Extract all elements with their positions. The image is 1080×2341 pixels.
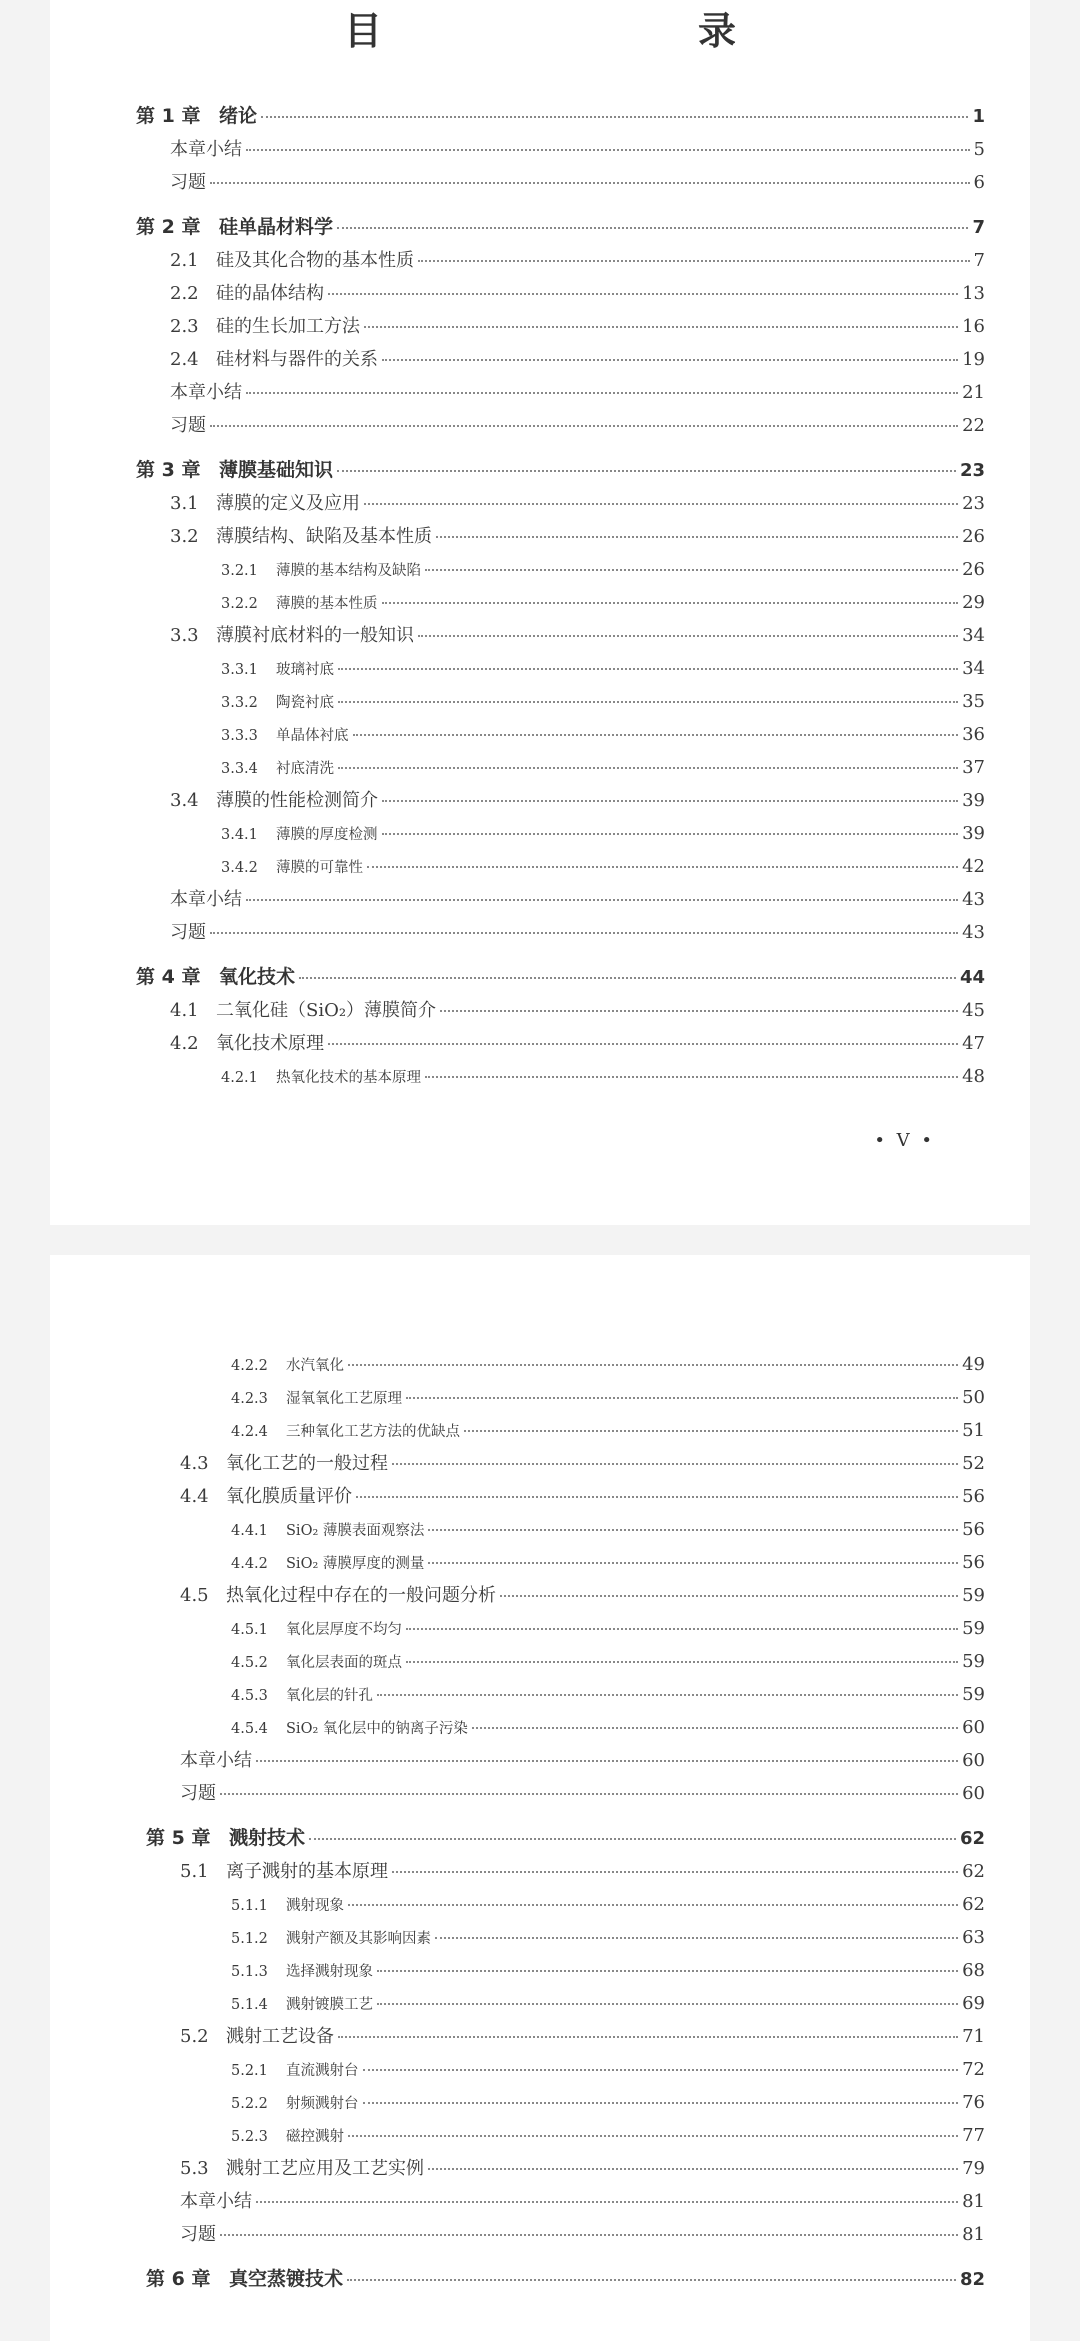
toc-entry-title: 薄膜的定义及应用 (216, 493, 360, 514)
dot-leader (337, 227, 968, 229)
toc-page-number: 81 (962, 2224, 985, 2245)
toc-number: 第 3 章 (136, 459, 201, 481)
toc-number: 3.3 (170, 625, 199, 646)
toc-page-number: 48 (962, 1066, 985, 1087)
toc-page-number: 59 (962, 1684, 985, 1705)
toc-subsection-row[interactable] (231, 1678, 985, 1711)
toc-entry-title: 真空蒸镀技术 (229, 2268, 344, 2290)
page-number: • V • (874, 1130, 935, 1151)
toc-subsection-row[interactable] (221, 850, 985, 883)
toc-page-number: 59 (962, 1585, 985, 1606)
toc-entry-title: 硅单晶材料学 (219, 216, 334, 238)
toc-entry-title: 习题 (170, 172, 206, 193)
toc-section-row[interactable] (170, 343, 985, 376)
dot-leader (210, 425, 958, 427)
toc-chapter-row[interactable] (146, 1822, 985, 1855)
toc-entry-title: 绪论 (219, 105, 258, 127)
dot-leader (367, 866, 958, 868)
toc-entry-title: 热氧化过程中存在的一般问题分析 (226, 1585, 496, 1606)
dot-leader (220, 2234, 958, 2236)
toc-number: 5.1.2 (231, 1931, 268, 1947)
dot-leader (246, 392, 958, 394)
toc-entry-title: 溅射现象 (286, 1898, 344, 1914)
toc-entry-title: 习题 (180, 2224, 216, 2245)
toc-entry-title: 习题 (170, 922, 206, 943)
dot-leader (348, 1904, 958, 1906)
toc-number: 4.4 (180, 1486, 209, 1507)
toc-number: 2.2 (170, 283, 199, 304)
dot-leader (406, 1661, 958, 1663)
dot-leader (392, 1871, 958, 1873)
toc-subsection-row[interactable] (231, 1381, 985, 1414)
toc-subsection-row[interactable] (231, 1888, 985, 1921)
toc-page-number: 60 (962, 1783, 985, 1804)
toc-entry-title: 薄膜衬底材料的一般知识 (216, 625, 414, 646)
toc-number: 4.5.1 (231, 1622, 268, 1638)
toc-page-number: 34 (962, 625, 985, 646)
dot-leader (338, 2036, 958, 2038)
toc-page-number: 44 (959, 967, 985, 988)
toc-row[interactable] (170, 133, 985, 166)
toc-page-number: 71 (962, 2026, 985, 2047)
dot-leader (353, 734, 959, 736)
toc-number: 3.3.2 (221, 695, 258, 711)
dot-leader (428, 1562, 958, 1564)
toc-section-row[interactable] (170, 1027, 985, 1060)
toc-subsection-row[interactable] (231, 1612, 985, 1645)
toc-subsection-row[interactable] (231, 2086, 985, 2119)
toc-chapter-row[interactable] (136, 100, 985, 133)
toc-entry-title: 习题 (180, 1783, 216, 1804)
toc-entry-title: 硅材料与器件的关系 (216, 349, 378, 370)
dot-leader (382, 602, 959, 604)
toc-number: 5.2.2 (231, 2096, 268, 2112)
toc-entry-title: SiO₂ 薄膜表面观察法 (286, 1523, 425, 1539)
toc-entry-title: 溅射镀膜工艺 (286, 1997, 373, 2013)
toc-chapter-row[interactable] (146, 2263, 985, 2296)
dot-leader (435, 1937, 958, 1939)
toc-section-row[interactable] (180, 1480, 985, 1513)
toc-number: 4.4.2 (231, 1556, 268, 1572)
toc-page-number: 29 (962, 592, 985, 613)
toc-number: 4.1 (170, 1000, 199, 1021)
toc-entry-title: 氧化层表面的斑点 (286, 1655, 402, 1671)
toc-subsection-row[interactable] (231, 1546, 985, 1579)
dot-leader (348, 2135, 958, 2137)
toc-entry-title: 直流溅射台 (286, 2063, 359, 2079)
toc-section-row[interactable] (180, 2152, 985, 2185)
toc-page-number: 79 (962, 2158, 985, 2179)
toc-number: 3.4.1 (221, 827, 258, 843)
toc-subsection-row[interactable] (231, 2119, 985, 2152)
toc-entry-title: 玻璃衬底 (276, 662, 334, 678)
toc-section-row[interactable] (170, 310, 985, 343)
toc-entry-title: 射频溅射台 (286, 2096, 359, 2112)
dot-leader (220, 1793, 958, 1795)
toc-row[interactable] (170, 376, 985, 409)
toc-list (50, 1348, 1030, 2296)
dot-leader (500, 1595, 958, 1597)
toc-section-row[interactable] (170, 520, 985, 553)
toc-section-row[interactable] (170, 277, 985, 310)
toc-entry-title: 薄膜结构、缺陷及基本性质 (216, 526, 432, 547)
toc-entry-title: 氧化技术 (219, 966, 296, 988)
toc-page-number: 34 (962, 658, 985, 679)
toc-entry-title: 湿氧氧化工艺原理 (286, 1391, 402, 1407)
toc-number: 4.5.4 (231, 1721, 268, 1737)
dot-leader (364, 503, 958, 505)
toc-page-number: 26 (962, 559, 985, 580)
dot-leader (210, 182, 970, 184)
toc-subsection-row[interactable] (231, 1954, 985, 1987)
toc-number: 5.3 (180, 2158, 209, 2179)
toc-number: 4.2.3 (231, 1391, 268, 1407)
toc-entry-title: 溅射产额及其影响因素 (286, 1931, 431, 1947)
toc-section-row[interactable] (170, 619, 985, 652)
toc-subsection-row[interactable] (221, 718, 985, 751)
dot-leader (256, 2201, 958, 2203)
toc-number: 第 6 章 (146, 2268, 211, 2290)
toc-entry-title: SiO₂ 薄膜厚度的测量 (286, 1556, 425, 1572)
toc-subsection-row[interactable] (231, 1711, 985, 1744)
toc-page-number: 13 (962, 283, 985, 304)
toc-subsection-row[interactable] (231, 1414, 985, 1447)
toc-number: 第 1 章 (136, 105, 201, 127)
toc-number: 4.2.2 (231, 1358, 268, 1374)
toc-page-number: 51 (962, 1420, 985, 1441)
toc-page-number: 21 (962, 382, 985, 403)
toc-entry-title: 溅射工艺设备 (226, 2026, 334, 2047)
toc-entry-title: 硅的晶体结构 (216, 283, 324, 304)
toc-entry-title: 溅射技术 (229, 1827, 306, 1849)
toc-section-row[interactable] (170, 784, 985, 817)
toc-section-row[interactable] (170, 244, 985, 277)
toc-number: 4.5.2 (231, 1655, 268, 1671)
toc-entry-title: 本章小结 (180, 2191, 252, 2212)
toc-entry-title: 薄膜的可靠性 (276, 860, 363, 876)
toc-section-row[interactable] (180, 2020, 985, 2053)
toc-number: 2.4 (170, 349, 199, 370)
toc-entry-title: 本章小结 (170, 139, 242, 160)
dot-leader (382, 359, 958, 361)
toc-entry-title: 硅及其化合物的基本性质 (216, 250, 414, 271)
dot-leader (425, 569, 958, 571)
toc-row[interactable] (170, 883, 985, 916)
toc-subsection-row[interactable] (221, 817, 985, 850)
toc-page-number: 56 (962, 1486, 985, 1507)
toc-entry-title: 二氧化硅（SiO₂）薄膜简介 (216, 1000, 437, 1021)
toc-number: 3.2.2 (221, 596, 258, 612)
dot-leader (382, 800, 958, 802)
toc-row[interactable] (170, 166, 985, 199)
toc-page-number: 22 (962, 415, 985, 436)
toc-number: 3.3.1 (221, 662, 258, 678)
toc-page-number: 43 (962, 922, 985, 943)
toc-page-number: 76 (962, 2092, 985, 2113)
toc-page-number: 49 (962, 1354, 985, 1375)
toc-number: 3.2 (170, 526, 199, 547)
toc-page-number: 56 (962, 1519, 985, 1540)
dot-leader (337, 470, 956, 472)
toc-subsection-row[interactable] (231, 2053, 985, 2086)
dot-leader (347, 2279, 956, 2281)
dot-leader (377, 1970, 958, 1972)
toc-page-number: 45 (962, 1000, 985, 1021)
toc-row[interactable] (180, 1744, 985, 1777)
toc-page-number: 39 (962, 823, 985, 844)
toc-page-number: 50 (962, 1387, 985, 1408)
dot-leader (363, 2102, 959, 2104)
dot-leader (418, 260, 970, 262)
dot-leader (406, 1397, 958, 1399)
toc-number: 3.4.2 (221, 860, 258, 876)
toc-page-number: 36 (962, 724, 985, 745)
toc-number: 第 4 章 (136, 966, 201, 988)
dot-leader (472, 1727, 958, 1729)
toc-number: 3.3.3 (221, 728, 258, 744)
dot-leader (440, 1010, 958, 1012)
dot-leader (338, 767, 958, 769)
toc-section-row[interactable] (180, 1855, 985, 1888)
toc-entry-title: 本章小结 (180, 1750, 252, 1771)
dot-leader (210, 932, 958, 934)
toc-page-number: 69 (962, 1993, 985, 2014)
toc-entry-title: 氧化层的针孔 (286, 1688, 373, 1704)
dot-leader (382, 833, 959, 835)
toc-entry-title: 水汽氧化 (286, 1358, 344, 1374)
dot-leader (428, 1529, 958, 1531)
toc-number: 4.5.3 (231, 1688, 268, 1704)
dot-leader (406, 1628, 958, 1630)
toc-page-number: 42 (962, 856, 985, 877)
toc-row[interactable] (180, 2185, 985, 2218)
toc-page-number: 56 (962, 1552, 985, 1573)
toc-entry-title: 单晶体衬底 (276, 728, 349, 744)
toc-subsection-row[interactable] (231, 1921, 985, 1954)
toc-page-number: 47 (962, 1033, 985, 1054)
dot-leader (377, 1694, 958, 1696)
toc-section-row[interactable] (170, 994, 985, 1027)
toc-number: 4.4.1 (231, 1523, 268, 1539)
dot-leader (364, 326, 958, 328)
dot-leader (246, 149, 970, 151)
dot-leader (338, 668, 958, 670)
toc-page-number: 82 (959, 2269, 985, 2290)
toc-page-number: 35 (962, 691, 985, 712)
toc-page-number: 23 (959, 460, 985, 481)
toc-number: 3.2.1 (221, 563, 258, 579)
toc-entry-title: 热氧化技术的基本原理 (276, 1070, 421, 1086)
toc-number: 5.2.1 (231, 2063, 268, 2079)
toc-subsection-row[interactable] (231, 1513, 985, 1546)
toc-number: 4.5 (180, 1585, 209, 1606)
toc-subsection-row[interactable] (221, 553, 985, 586)
toc-entry-title: 薄膜的基本性质 (276, 596, 378, 612)
toc-page-number: 23 (962, 493, 985, 514)
dot-leader (309, 1838, 956, 1840)
toc-page-number: 63 (962, 1927, 985, 1948)
toc-entry-title: 氧化技术原理 (216, 1033, 324, 1054)
dot-leader (425, 1076, 958, 1078)
toc-entry-title: 习题 (170, 415, 206, 436)
toc-number: 5.1.3 (231, 1964, 268, 1980)
dot-leader (377, 2003, 958, 2005)
toc-page-2 (50, 1255, 1030, 2341)
toc-number: 5.1.4 (231, 1997, 268, 2013)
toc-number: 第 2 章 (136, 216, 201, 238)
toc-number: 4.2.4 (231, 1424, 268, 1440)
dot-leader (436, 536, 958, 538)
toc-page-number: 43 (962, 889, 985, 910)
toc-entry-title: 选择溅射现象 (286, 1964, 373, 1980)
toc-row[interactable] (180, 2218, 985, 2251)
dot-leader (261, 116, 968, 118)
dot-leader (348, 1364, 958, 1366)
toc-page-1 (50, 0, 1030, 1225)
toc-page-number: 5 (973, 139, 985, 160)
toc-page-number: 1 (972, 106, 985, 127)
toc-entry-title: 溅射工艺应用及工艺实例 (226, 2158, 424, 2179)
toc-row[interactable] (180, 1777, 985, 1810)
toc-entry-title: 薄膜基础知识 (219, 459, 334, 481)
toc-entry-title: 衬底清洗 (276, 761, 334, 777)
toc-subsection-row[interactable] (221, 652, 985, 685)
toc-number: 3.3.4 (221, 761, 258, 777)
toc-subsection-row[interactable] (231, 1987, 985, 2020)
toc-chapter-row[interactable] (136, 961, 985, 994)
dot-leader (356, 1496, 958, 1498)
toc-subsection-row[interactable] (221, 586, 985, 619)
toc-page-number: 60 (962, 1717, 985, 1738)
dot-leader (363, 2069, 959, 2071)
toc-page-number: 68 (962, 1960, 985, 1981)
toc-page-number: 37 (962, 757, 985, 778)
dot-leader (328, 1043, 958, 1045)
toc-number: 2.1 (170, 250, 199, 271)
toc-entry-title: 磁控溅射 (286, 2129, 344, 2145)
toc-entry-title: 氧化工艺的一般过程 (226, 1453, 388, 1474)
toc-page-number: 77 (962, 2125, 985, 2146)
dot-leader (246, 899, 958, 901)
toc-row[interactable] (170, 916, 985, 949)
toc-page-number: 6 (973, 172, 985, 193)
dot-leader (392, 1463, 958, 1465)
toc-subsection-row[interactable] (221, 685, 985, 718)
dot-leader (256, 1760, 958, 1762)
toc-number: 3.4 (170, 790, 199, 811)
toc-entry-title: 离子溅射的基本原理 (226, 1861, 388, 1882)
toc-number: 第 5 章 (146, 1827, 211, 1849)
dot-leader (328, 293, 958, 295)
toc-entry-title: 氧化膜质量评价 (226, 1486, 352, 1507)
toc-subsection-row[interactable] (231, 1645, 985, 1678)
toc-entry-title: 陶瓷衬底 (276, 695, 334, 711)
toc-number: 3.1 (170, 493, 199, 514)
toc-subsection-row[interactable] (231, 1348, 985, 1381)
toc-section-row[interactable] (180, 1579, 985, 1612)
dot-leader (464, 1430, 958, 1432)
toc-subsection-row[interactable] (221, 1060, 985, 1093)
dot-leader (338, 701, 958, 703)
toc-chapter-row[interactable] (136, 211, 985, 244)
toc-page-number: 59 (962, 1651, 985, 1672)
toc-section-row[interactable] (180, 1447, 985, 1480)
toc-entry-title: SiO₂ 氧化层中的钠离子污染 (286, 1721, 468, 1737)
toc-page-number: 62 (959, 1828, 985, 1849)
toc-number: 5.1 (180, 1861, 209, 1882)
toc-page-number: 52 (962, 1453, 985, 1474)
toc-number: 5.1.1 (231, 1898, 268, 1914)
toc-page-number: 7 (972, 217, 985, 238)
toc-entry-title: 本章小结 (170, 382, 242, 403)
toc-chapter-row[interactable] (136, 454, 985, 487)
toc-number: 2.3 (170, 316, 199, 337)
toc-title: 目 录 (343, 9, 816, 53)
toc-row[interactable] (170, 409, 985, 442)
toc-number: 4.2.1 (221, 1070, 258, 1086)
toc-entry-title: 三种氧化工艺方法的优缺点 (286, 1424, 460, 1440)
toc-entry-title: 硅的生长加工方法 (216, 316, 360, 337)
toc-subsection-row[interactable] (221, 751, 985, 784)
toc-page-number: 19 (962, 349, 985, 370)
toc-page-number: 59 (962, 1618, 985, 1639)
toc-entry-title: 本章小结 (170, 889, 242, 910)
toc-page-number: 39 (962, 790, 985, 811)
toc-number: 4.2 (170, 1033, 199, 1054)
toc-section-row[interactable] (170, 487, 985, 520)
toc-page-number: 60 (962, 1750, 985, 1771)
dot-leader (299, 977, 956, 979)
toc-page-number: 81 (962, 2191, 985, 2212)
dot-leader (428, 2168, 958, 2170)
toc-page-number: 7 (973, 250, 985, 271)
toc-list (50, 100, 1030, 1093)
toc-entry-title: 氧化层厚度不均匀 (286, 1622, 402, 1638)
toc-number: 5.2 (180, 2026, 209, 2047)
toc-entry-title: 薄膜的性能检测简介 (216, 790, 378, 811)
toc-page-number: 62 (962, 1894, 985, 1915)
toc-page-number: 16 (962, 316, 985, 337)
toc-entry-title: 薄膜的基本结构及缺陷 (276, 563, 421, 579)
dot-leader (418, 635, 958, 637)
toc-page-number: 72 (962, 2059, 985, 2080)
toc-page-number: 26 (962, 526, 985, 547)
toc-number: 4.3 (180, 1453, 209, 1474)
toc-page-number: 62 (962, 1861, 985, 1882)
toc-number: 5.2.3 (231, 2129, 268, 2145)
toc-entry-title: 薄膜的厚度检测 (276, 827, 378, 843)
